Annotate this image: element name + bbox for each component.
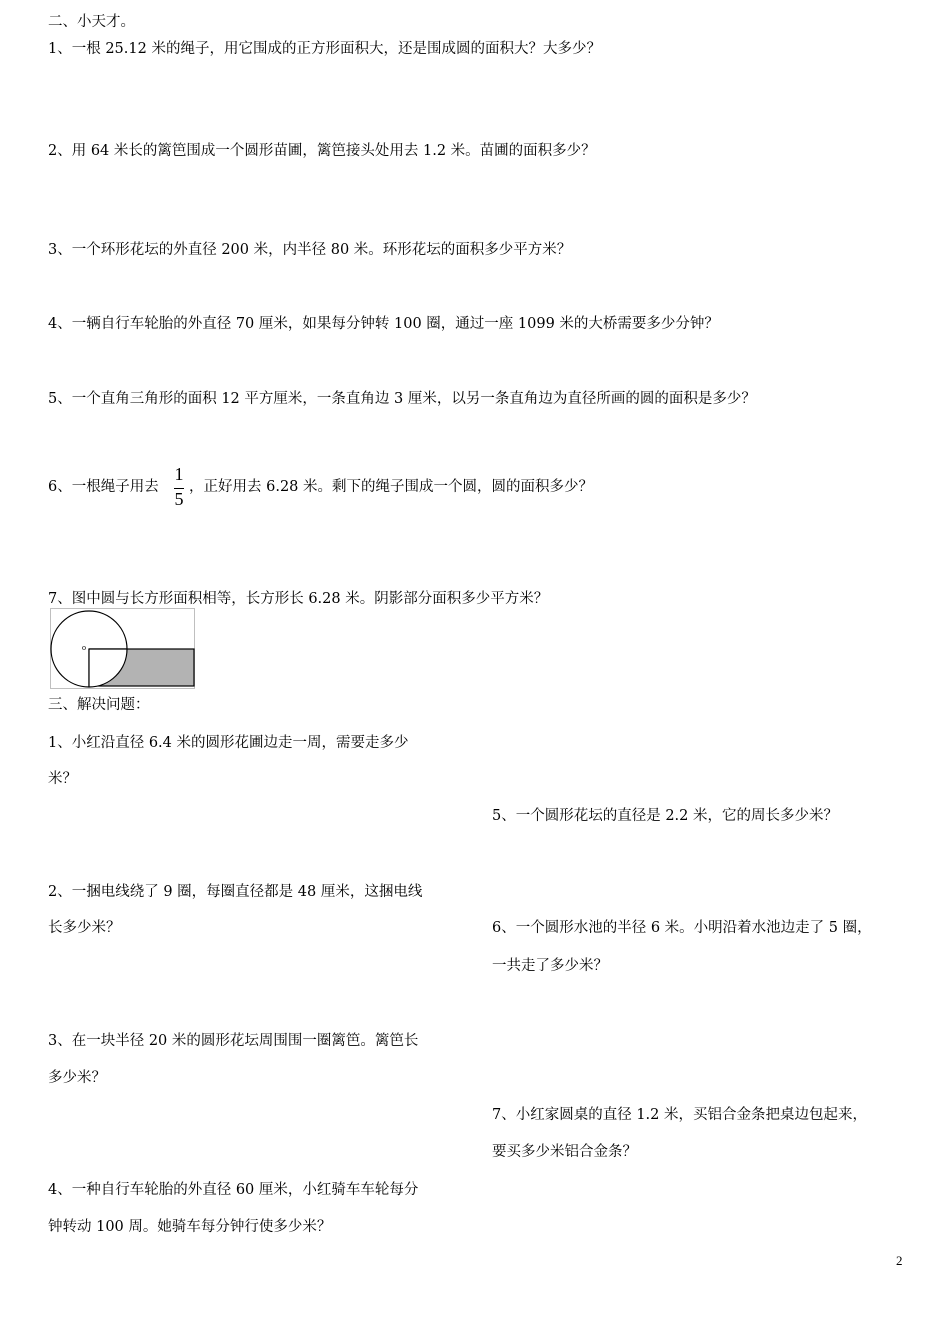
section-3-question-1-line-1: 1、小红沿直径 6.4 米的圆形花圃边走一周，需要走多少	[48, 735, 409, 751]
section-2-question-2: 2、用 64 米长的篱笆围成一个圆形苗圃，篱笆接头处用去 1.2 米。苗圃的面积多少？	[48, 143, 596, 159]
section-3-question-3-line-2: 多少米？	[48, 1070, 106, 1086]
section-3-question-4-line-2: 钟转动 100 周。她骑车每分钟行使多少米？	[48, 1219, 332, 1235]
section-2-question-6-suffix: ，正好用去 6.28 米。剩下的绳子围成一个圆，圆的面积多少？	[189, 479, 594, 495]
section-2-question-4: 4、一辆自行车轮胎的外直径 70 厘米，如果每分钟转 100 圈，通过一座 1099 米的大桥需要多少分钟？	[48, 316, 719, 332]
fraction-denominator: 5	[174, 489, 184, 509]
section-3-question-4-line-1: 4、一种自行车轮胎的外直径 60 厘米，小红骑车车轮每分	[48, 1182, 419, 1198]
section-3-question-7-line-2: 要买多少米铝合金条？	[492, 1144, 637, 1160]
section-3-heading: 三、解决问题：	[48, 697, 150, 713]
section-3-question-6-line-1: 6、一个圆形水池的半径 6 米。小明沿着水池边走了 5 圈，	[492, 920, 872, 936]
section-3-question-1-line-2: 米？	[48, 771, 77, 787]
page-number: 2	[896, 1253, 903, 1268]
section-3-question-6-line-2: 一共走了多少米？	[492, 958, 608, 974]
circle-rectangle-figure	[50, 608, 196, 690]
section-2-question-5: 5、一个直角三角形的面积 12 平方厘米，一条直角边 3 厘米，以另一条直角边为直径所画的圆的面积是多少？	[48, 391, 756, 407]
section-3-question-2-line-2: 长多少米？	[48, 920, 121, 936]
section-3-question-3-line-1: 3、在一块半径 20 米的圆形花坛周围围一圈篱笆。篱笆长	[48, 1033, 419, 1049]
section-2-question-1: 1、一根 25.12 米的绳子，用它围成的正方形面积大，还是围成圆的面积大？大多少？	[48, 41, 601, 57]
section-2-heading: 二、小天才。	[48, 14, 135, 30]
section-3-question-2-line-1: 2、一捆电线绕了 9 圈，每圈直径都是 48 厘米，这捆电线	[48, 884, 423, 900]
section-2-question-6-prefix: 6、一根绳子用去	[48, 479, 159, 495]
section-2-question-3: 3、一个环形花坛的外直径 200 米，内半径 80 米。环形花坛的面积多少平方米？	[48, 242, 572, 258]
section-2-question-7: 7、图中圆与长方形面积相等，长方形长 6.28 米。阴影部分面积多少平方米？	[48, 591, 549, 607]
section-3-question-7-line-1: 7、小红家圆桌的直径 1.2 米，买铝合金条把桌边包起来，	[492, 1107, 868, 1123]
fraction-numerator: 1	[174, 464, 184, 484]
circle-center-label: o	[82, 643, 86, 652]
section-3-question-5: 5、一个圆形花坛的直径是 2.2 米，它的周长多少米？	[492, 808, 839, 824]
